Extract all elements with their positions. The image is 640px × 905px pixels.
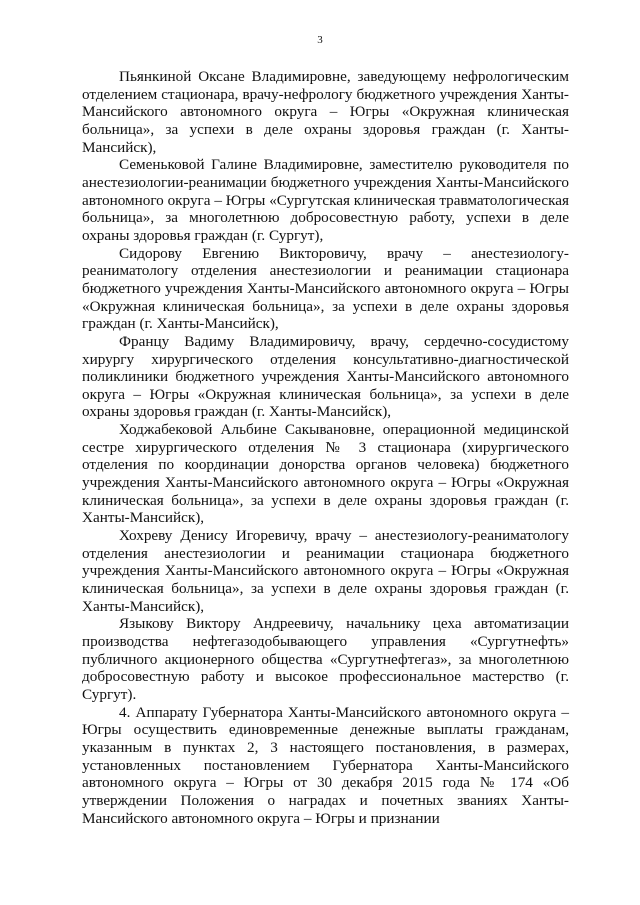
clause-4-paragraph: 4. Аппарату Губернатора Ханты-Мансийского автономного округа – Югры осуществить единовременные денежные выплаты гражданам, указанным в пунктах 2, 3 настоящего постановления, в размерах, установленных постановлением Губернатора Ханты-Мансийского автономного округа – Югры от 30 декабря 2015 года № 174 «Об утверждении Положения о наградах и почетных званиях Ханты-Мансийского автономного округа – Югры и признании [82, 703, 569, 827]
document-body [82, 68, 569, 827]
award-paragraph-khodzhabekova: Ходжабековой Альбине Сакывановне, операционной медицинской сестре хирургического отделения № 3 стационара (хирургического отделения по координации донорства органов человека) бюджетного учреждения Ханты-Мансийского автономного округа – Югры «Окружная клиническая больница», за успехи в деле охраны здоровья граждан (г. Ханты-Мансийск), [82, 421, 569, 527]
page-number: 3 [317, 34, 323, 46]
award-paragraph-sidorov: Сидорову Евгению Викторовичу, врачу – анестезиологу-реаниматологу отделения анестезиологии и реанимации стационара бюджетного учреждения Ханты-Мансийского автономного округа – Югры «Окружная клиническая больница», за успехи в деле охраны здоровья граждан (г. Ханты-Мансийск), [82, 244, 569, 333]
award-paragraph-khokhrev: Хохреву Денису Игоревичу, врачу – анестезиологу-реаниматологу отделения анестезиологии и реанимации стационара бюджетного учреждения Ханты-Мансийского автономного округа – Югры «Окружная клиническая больница», за успехи в деле охраны здоровья граждан (г. Ханты-Мансийск), [82, 527, 569, 615]
award-paragraph-franc: Францу Вадиму Владимировичу, врачу, сердечно-сосудистому хирургу хирургического отделения консультативно-диагностической поликлиники бюджетного учреждения Ханты-Мансийского автономного округа – Югры «Окружная клиническая больница», за успехи в деле охраны здоровья граждан (г. Ханты-Мансийск), [82, 332, 569, 421]
award-paragraph-yazykov: Языкову Виктору Андреевичу, начальнику цеха автоматизации производства нефтегазодобывающего управления «Сургутнефть» публичного акционерного общества «Сургутнефтегаз», за многолетнюю добросовестную работу и высокое профессиональное мастерство (г. Сургут). [82, 615, 569, 703]
award-paragraph-pyankina: Пьянкиной Оксане Владимировне, заведующему нефрологическим отделением стационара, врачу-нефрологу бюджетного учреждения Ханты-Мансийского автономного округа – Югры «Окружная клиническая больница», за успехи в деле охраны здоровья граждан (г. Ханты-Мансийск), [82, 68, 569, 156]
award-paragraph-semenkova: Семеньковой Галине Владимировне, заместителю руководителя по анестезиологии-реанимации бюджетного учреждения Ханты-Мансийского автономного округа – Югры «Сургутская клиническая травматологическая больница», за многолетнюю добросовестную работу, успехи в деле охраны здоровья граждан (г. Сургут), [82, 156, 569, 244]
